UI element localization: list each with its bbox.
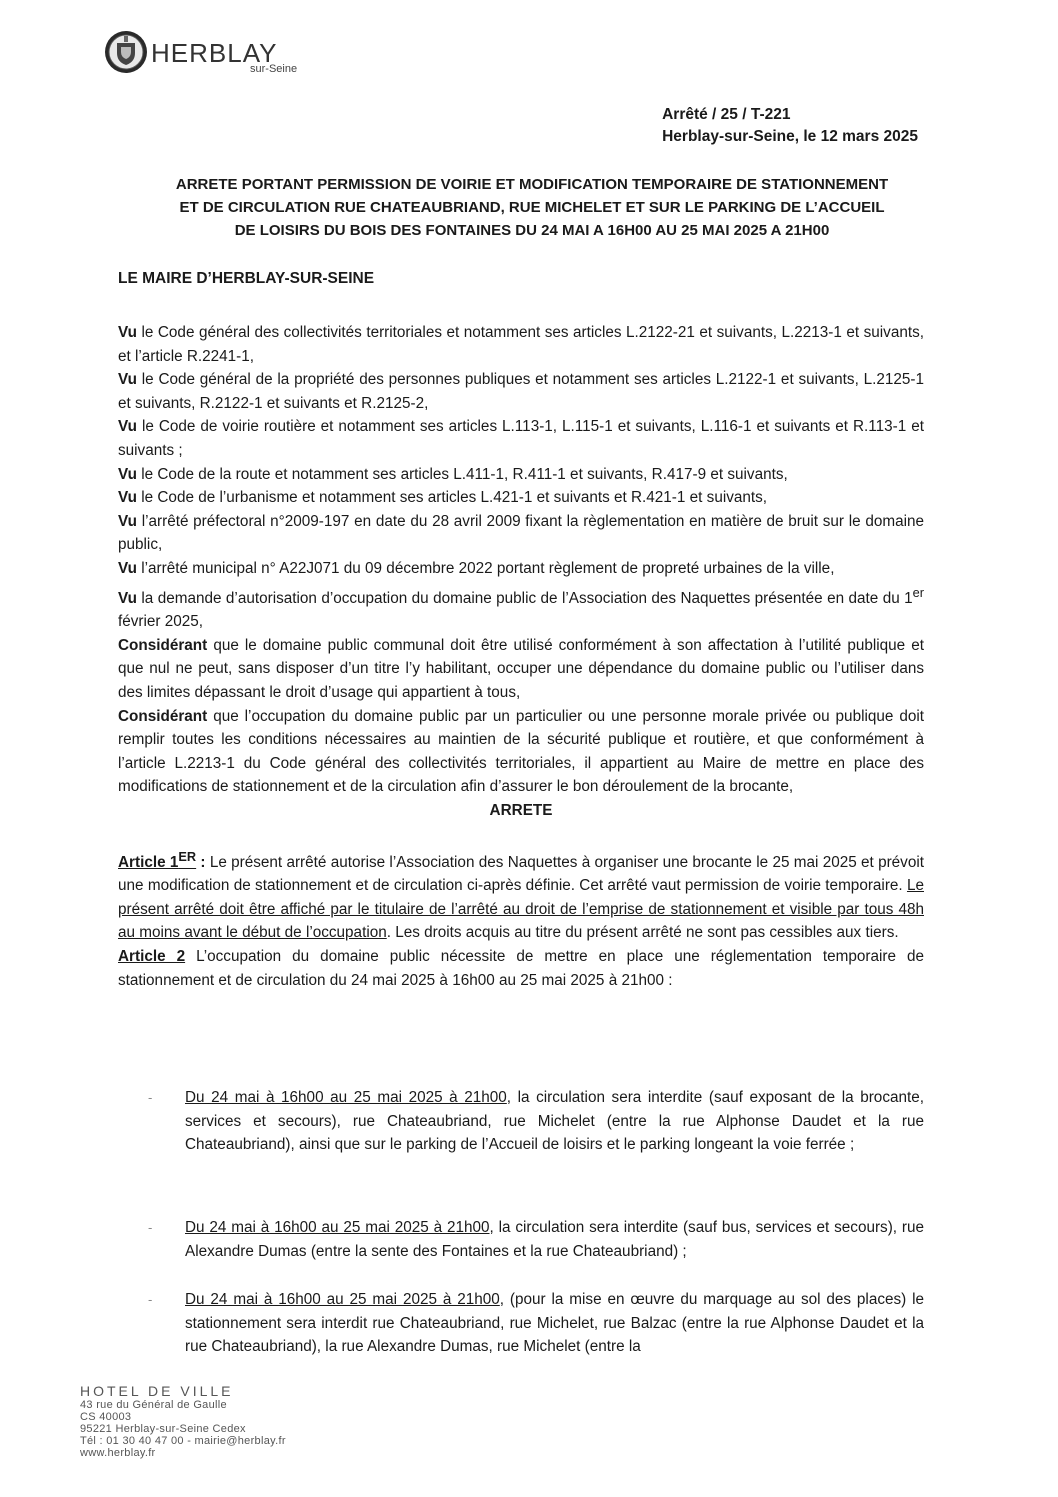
- bullet-marker: -: [148, 1220, 153, 1235]
- arrete-heading: ARRETE: [489, 801, 553, 819]
- vu-text: l’arrêté préfectoral n°2009-197 en date du 28 avril 2009 fixant la règlementation en matière de bruit sur le domaine public,: [118, 512, 924, 554]
- article-text: . Les droits acquis au titre du présent arrêté ne sont pas cessibles aux tiers.: [386, 924, 899, 942]
- vu-lead: Vu: [118, 324, 137, 341]
- vu-text: le Code de la route et notamment ses articles L.411-1, R.411-1 et suivants, R.417-9 et suivants,: [136, 465, 788, 483]
- vu-lead: Vu: [118, 589, 137, 607]
- list-item: [148, 1216, 924, 1263]
- vu-text: la demande d’autorisation d’occupation du domaine public de l’Association des Naquettes présentée en date du 1: [136, 589, 913, 607]
- list-text: , la circulation sera interdite (sauf exposant de la brocante, services et secours), rue Chateaubriand, rue Michelet (entre la rue Alphonse Daudet et la rue Chateaubriand), ainsi que sur le parking de l’Accueil de loisirs et le parking longeant la voie ferrée ;: [185, 1089, 924, 1154]
- considerant-paragraph: [118, 634, 924, 705]
- article-text: Le présent arrêté autorise l’Association des Naquettes à organiser une brocante le 25 mai 2025 et prévoit une modification de stationnement et de circulation ci-après définie. Cet arrêté vaut permission de voirie temporaire.: [118, 853, 924, 895]
- decree-number: Arrêté / 25 / T-221: [662, 106, 791, 123]
- list-item: [148, 1086, 924, 1157]
- article-2-label: Article 2: [118, 948, 186, 966]
- article-underlined-text: Le présent arrêté doit être affiché par le titulaire de l’arrêté au droit de l’emprise de stationnement et visible par tous 48h au moins avant le début de l’occupation: [118, 877, 924, 942]
- article-colon: :: [196, 853, 206, 871]
- footer-line: CS 40003: [80, 1411, 132, 1423]
- considerant-text: que l’occupation du domaine public par un particulier ou une personne morale privée ou publique doit remplir toutes les conditions nécessaires au maintien de la sécurité publique et routière, et que conformément à l’article L.2213-1 du Code général des collectivités territoriales, il appartient au Maire de mettre en place des modifications de stationnement et de la circulation afin d’assurer le bon déroulement de la brocante,: [118, 707, 924, 796]
- logo-subtitle: sur-Seine: [250, 63, 298, 75]
- vu-lead: Vu: [118, 371, 137, 389]
- vu-text: le Code général des collectivités territoriales et notamment ses articles L.2122-21 et suivants, L.2213-1 et suivants, et l’article R.2241-1,: [118, 324, 924, 365]
- vu-paragraph: [118, 415, 924, 462]
- vu-paragraph: [118, 510, 924, 557]
- list-item-text: [185, 1288, 924, 1359]
- considerant-lead: Considérant: [118, 636, 208, 654]
- article-1-label: [118, 848, 197, 871]
- vu-text: l’arrêté municipal n° A22J071 du 09 décembre 2022 portant règlement de propreté urbaines de la ville,: [136, 559, 835, 577]
- vu-paragraph: [118, 581, 924, 634]
- document-body: [118, 321, 924, 992]
- vu-paragraph: [118, 463, 924, 487]
- period-text: Du 24 mai à 16h00 au 25 mai 2025 à 21h00: [185, 1291, 500, 1308]
- vu-paragraph: [118, 486, 924, 510]
- footer-line: 43 rue du Général de Gaulle: [80, 1399, 227, 1411]
- vu-text: février 2025,: [118, 613, 204, 631]
- superscript: ER: [178, 848, 197, 864]
- city-seal-icon: [104, 30, 148, 74]
- list-item-text: [185, 1086, 924, 1157]
- period-text: Du 24 mai à 16h00 au 25 mai 2025 à 21h00: [185, 1219, 490, 1236]
- vu-paragraph: [118, 368, 924, 415]
- vu-lead: Vu: [118, 465, 137, 483]
- vu-paragraph: [118, 557, 924, 581]
- footer-line: www.herblay.fr: [80, 1447, 156, 1459]
- vu-paragraph: [118, 321, 924, 368]
- city-logo: [104, 30, 344, 80]
- considerant-lead: Considérant: [118, 707, 208, 725]
- superscript: er: [912, 584, 924, 600]
- article-1: [118, 845, 924, 945]
- decree-reference: [662, 104, 918, 148]
- footer-address: [80, 1384, 286, 1459]
- footer-title: HOTEL DE VILLE: [80, 1383, 234, 1399]
- bullet-marker: -: [148, 1292, 153, 1307]
- title-line: ET DE CIRCULATION RUE CHATEAUBRIAND, RUE MICHELET ET SUR LE PARKING DE L’ACCUEIL: [179, 199, 885, 216]
- period-text: Du 24 mai à 16h00 au 25 mai 2025 à 21h00: [185, 1089, 507, 1106]
- list-item: [148, 1288, 924, 1359]
- title-line: ARRETE PORTANT PERMISSION DE VOIRIE ET MODIFICATION TEMPORAIRE DE STATIONNEMENT: [175, 176, 889, 193]
- vu-text: le Code de l’urbanisme et notamment ses articles L.421-1 et suivants et R.421-1 et suivants,: [136, 489, 768, 507]
- article-label: Article 1: [118, 853, 179, 871]
- vu-text: le Code de voirie routière et notamment ses articles L.113-1, L.115-1 et suivants, L.116-1 et suivants et R.113-1 et suivants ;: [118, 418, 924, 459]
- footer-line: Tél : 01 30 40 47 00 - mairie@herblay.fr: [80, 1435, 286, 1447]
- logo-name: HERBLAY: [151, 38, 278, 68]
- vu-lead: Vu: [118, 489, 137, 507]
- vu-lead: Vu: [118, 559, 137, 577]
- list-item-text: [185, 1216, 924, 1263]
- considerant-text: que le domaine public communal doit être utilisé conformément à son affectation à l’utilité publique et que nul ne peut, sans disposer d’un titre l’y habilitant, occuper une dépendance du domaine public ou l’utiliser dans des limites dépassant le droit d’usage qui appartient à tous,: [118, 636, 924, 701]
- bullet-marker: -: [148, 1090, 153, 1105]
- mayor-heading: LE MAIRE D’HERBLAY-SUR-SEINE: [118, 270, 375, 287]
- place-date: Herblay-sur-Seine, le 12 mars 2025: [662, 128, 918, 145]
- vu-lead: Vu: [118, 512, 137, 530]
- title-line: DE LOISIRS DU BOIS DES FONTAINES DU 24 MAI A 16H00 AU 25 MAI 2025 A 21H00: [234, 222, 830, 239]
- decree-title: [118, 173, 946, 242]
- vu-text: le Code général de la propriété des personnes publiques et notamment ses articles L.2122-1 et suivants, L.2125-1 et suivants, R.2122-1 et suivants et R.2125-2,: [118, 371, 924, 412]
- list-text: , la circulation sera interdite (sauf bus, services et secours), rue Alexandre Dumas (entre la sente des Fontaines et la rue Chateaubriand) ;: [185, 1219, 924, 1260]
- considerant-paragraph: [118, 705, 924, 799]
- list-text: , (pour la mise en œuvre du marquage au sol des places) le stationnement sera interdit rue Chateaubriand, rue Michelet, rue Balzac (entre la rue Alphonse Daudet et la rue Chateaubriand), la rue Alexandre Dumas, rue Michelet (entre la: [185, 1291, 925, 1356]
- vu-lead: Vu: [118, 418, 137, 436]
- article-2: [118, 945, 924, 992]
- footer-line: 95221 Herblay-sur-Seine Cedex: [80, 1423, 246, 1435]
- article-text: L’occupation du domaine public nécessite de mettre en place une réglementation temporaire de stationnement et de circulation du 24 mai 2025 à 16h00 au 25 mai 2025 à 21h00 :: [118, 948, 924, 989]
